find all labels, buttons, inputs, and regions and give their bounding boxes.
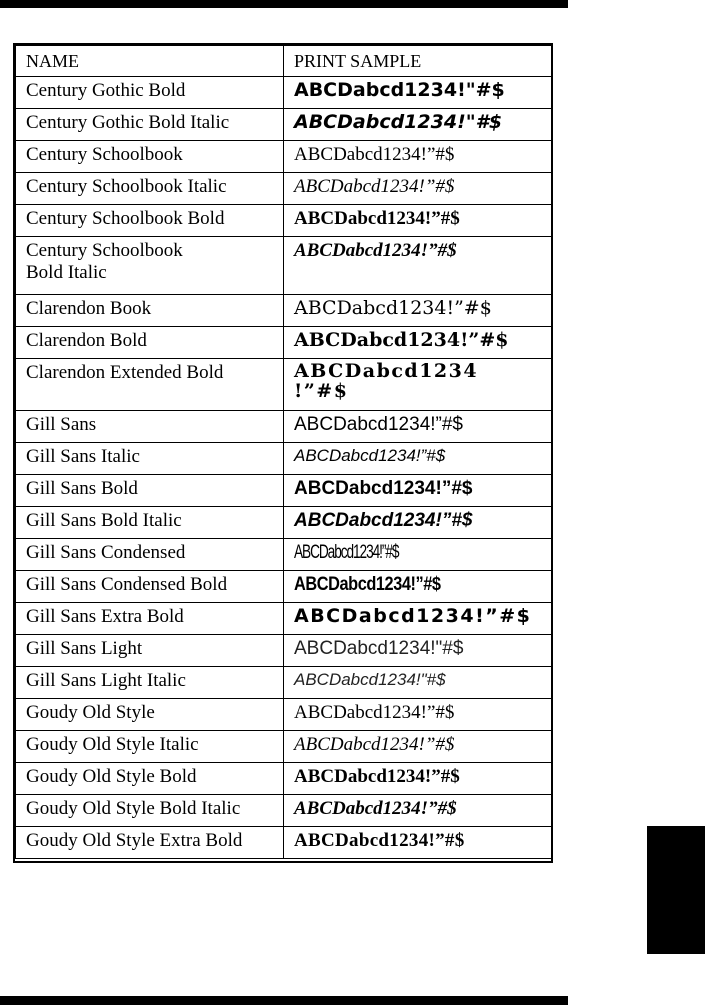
print-sample	[284, 571, 552, 603]
section-tab-marker	[647, 826, 705, 954]
font-name-line-2: Bold Italic	[26, 261, 107, 283]
top-rule	[0, 0, 568, 8]
table-row	[16, 295, 552, 327]
font-name: Century Schoolbook Italic	[16, 173, 284, 205]
font-name: Gill Sans Condensed	[16, 539, 284, 571]
font-name-line-1: Century Schoolbook	[26, 240, 183, 261]
font-name: Gill Sans Italic	[16, 443, 284, 475]
table-row	[16, 827, 552, 859]
print-sample: ABCDabcd1234!”#$	[284, 205, 552, 237]
table-row	[16, 77, 552, 109]
print-sample-text: ABCDabcd1234!”#$	[294, 542, 399, 563]
table-row	[16, 507, 552, 539]
table-row	[16, 205, 552, 237]
font-name	[16, 237, 284, 295]
font-name: Clarendon Book	[16, 295, 284, 327]
font-name: Clarendon Extended Bold	[16, 359, 284, 411]
table-row	[16, 539, 552, 571]
print-sample: ABCDabcd1234!”#$	[284, 237, 552, 295]
print-sample: ABCDabcd1234!”#$	[284, 699, 552, 731]
font-name: Century Schoolbook	[16, 141, 284, 173]
print-sample: ABCDabcd1234!”#$	[284, 327, 552, 359]
table-row	[16, 359, 552, 411]
print-sample: ABCDabcd1234!”#$	[284, 507, 552, 539]
table-row	[16, 603, 552, 635]
font-name: Century Gothic Bold Italic	[16, 109, 284, 141]
font-name: Gill Sans Extra Bold	[16, 603, 284, 635]
font-name: Goudy Old Style Bold Italic	[16, 795, 284, 827]
print-sample	[284, 359, 552, 411]
print-sample-line-2: !”#$	[294, 379, 349, 402]
print-sample-text: ABCDabcd1234!”#$	[294, 574, 441, 595]
table-row	[16, 635, 552, 667]
font-name: Gill Sans Bold Italic	[16, 507, 284, 539]
table-row	[16, 443, 552, 475]
print-sample: ABCDabcd1234!”#$	[284, 603, 552, 635]
print-sample	[284, 539, 552, 571]
font-name: Goudy Old Style	[16, 699, 284, 731]
font-sample-table	[13, 43, 553, 863]
table-row	[16, 411, 552, 443]
print-sample: ABCDabcd1234!"#$	[284, 77, 552, 109]
table-row	[16, 667, 552, 699]
font-name: Century Schoolbook Bold	[16, 205, 284, 237]
table-row	[16, 475, 552, 507]
table-row	[16, 237, 552, 295]
font-name: Goudy Old Style Bold	[16, 763, 284, 795]
print-sample: ABCDabcd1234!”#$	[284, 731, 552, 763]
table-header-row	[16, 46, 552, 77]
print-sample: ABCDabcd1234!”#$	[284, 827, 552, 859]
print-sample: ABCDabcd1234!"#$	[284, 109, 552, 141]
table-row	[16, 763, 552, 795]
table-row	[16, 173, 552, 205]
font-name: Gill Sans Light Italic	[16, 667, 284, 699]
font-name: Goudy Old Style Italic	[16, 731, 284, 763]
font-name: Gill Sans Light	[16, 635, 284, 667]
table-row	[16, 731, 552, 763]
print-sample: ABCDabcd1234!”#$	[284, 295, 552, 327]
table-row	[16, 141, 552, 173]
font-name: Gill Sans Condensed Bold	[16, 571, 284, 603]
print-sample: ABCDabcd1234!”#$	[284, 411, 552, 443]
table-row	[16, 109, 552, 141]
bottom-rule	[0, 996, 568, 1005]
print-sample: ABCDabcd1234!”#$	[284, 443, 552, 475]
font-name: Gill Sans	[16, 411, 284, 443]
table-row	[16, 571, 552, 603]
font-name: Goudy Old Style Extra Bold	[16, 827, 284, 859]
print-sample: ABCDabcd1234!”#$	[284, 173, 552, 205]
header-print-sample: PRINT SAMPLE	[284, 46, 552, 77]
print-sample: ABCDabcd1234!”#$	[284, 475, 552, 507]
print-sample: ABCDabcd1234!”#$	[284, 795, 552, 827]
font-name: Century Gothic Bold	[16, 77, 284, 109]
print-sample: ABCDabcd1234!”#$	[284, 763, 552, 795]
table-row	[16, 699, 552, 731]
table-row	[16, 327, 552, 359]
print-sample: ABCDabcd1234!"#$	[284, 635, 552, 667]
table-row	[16, 795, 552, 827]
font-name: Clarendon Bold	[16, 327, 284, 359]
print-sample-line-1: ABCDabcd1234	[294, 360, 479, 382]
header-name: NAME	[16, 46, 284, 77]
font-name: Gill Sans Bold	[16, 475, 284, 507]
print-sample: ABCDabcd1234!"#$	[284, 667, 552, 699]
print-sample: ABCDabcd1234!”#$	[284, 141, 552, 173]
